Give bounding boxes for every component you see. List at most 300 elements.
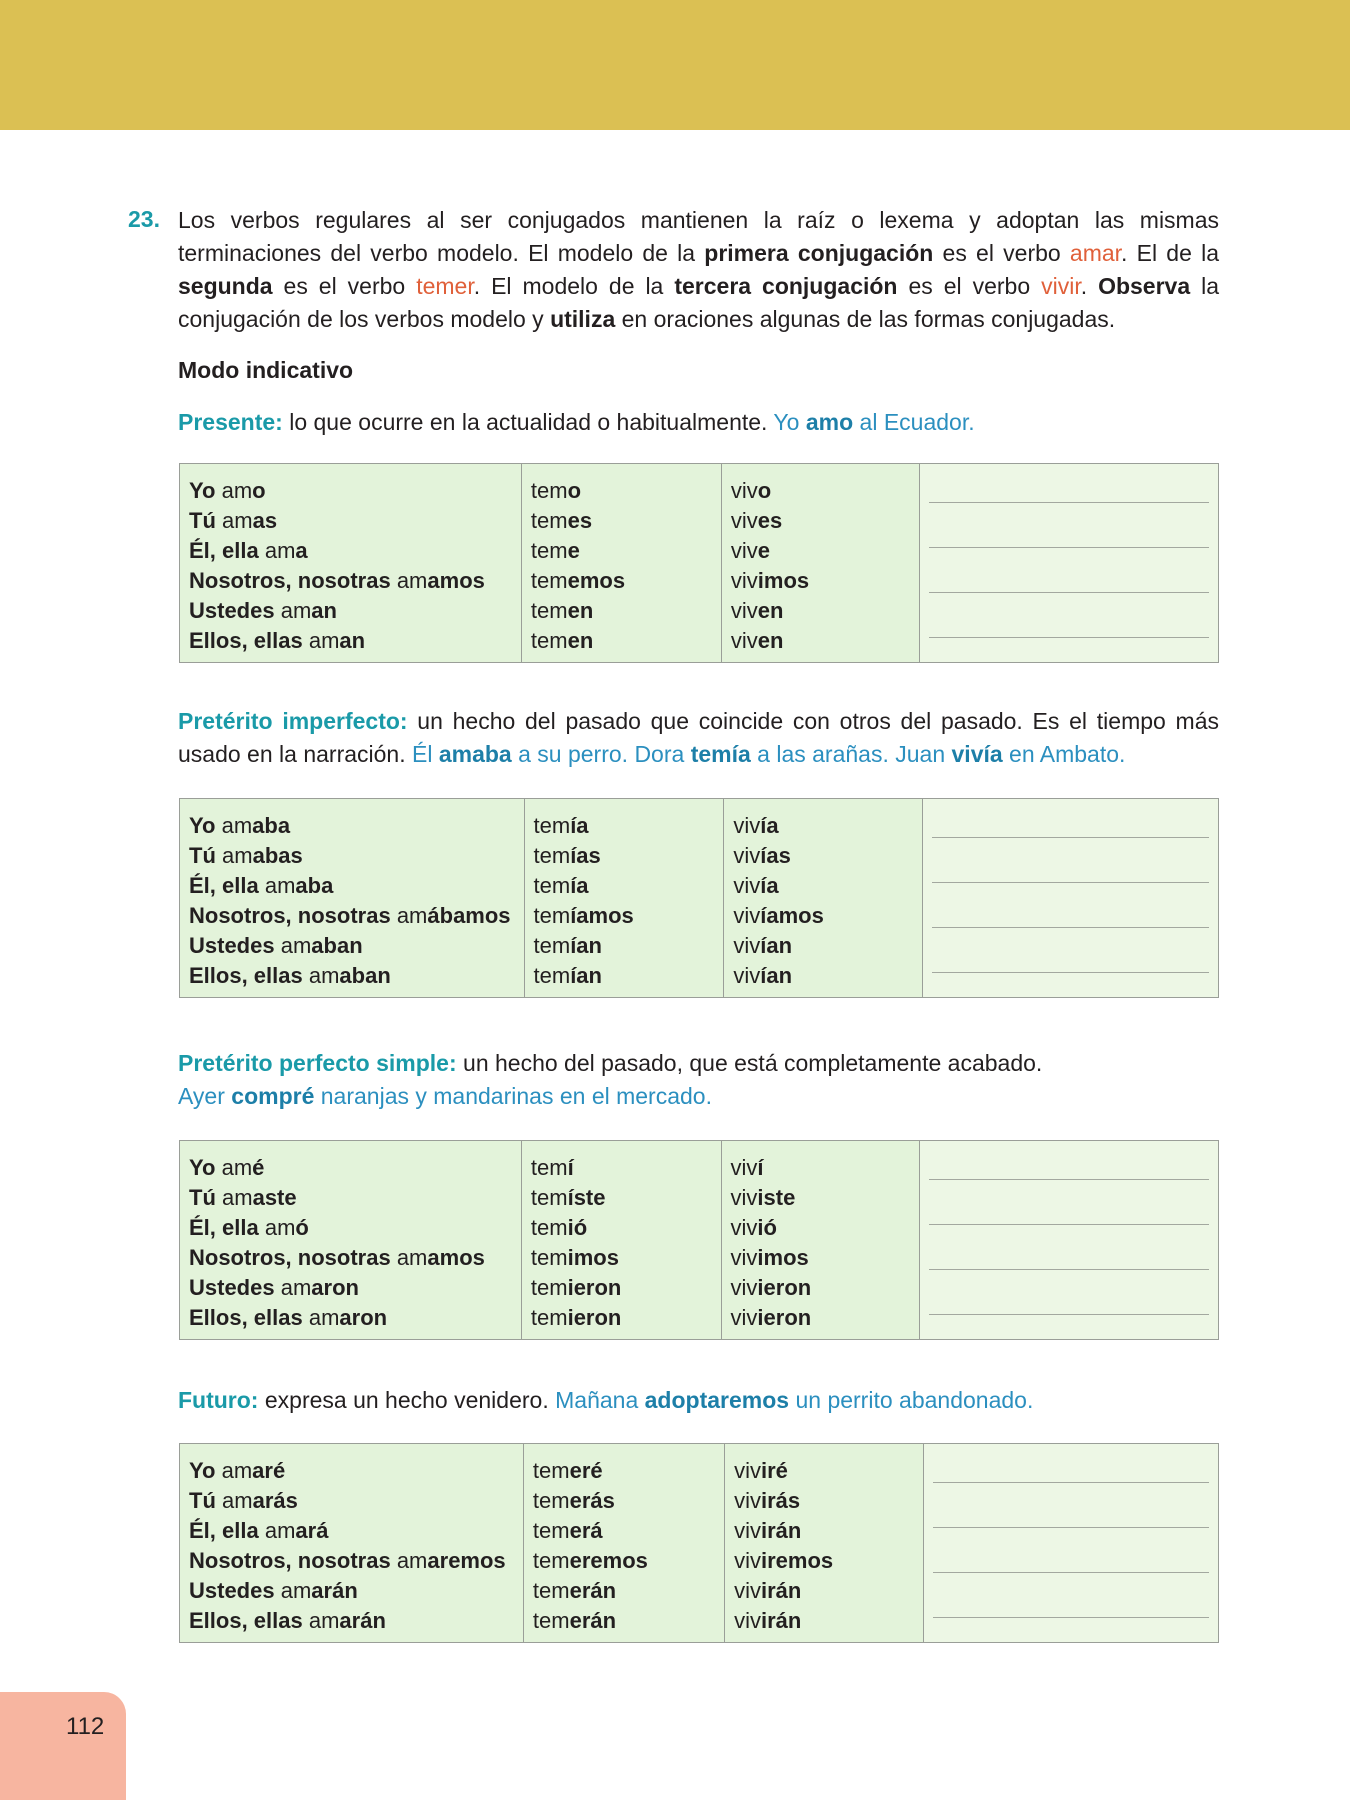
text-segment: ía [570,813,589,838]
text-segment: viv [730,1305,758,1330]
conjugation-form [189,1213,512,1243]
tense-description-preterito-perfecto-simple [178,1047,1219,1113]
text-segment: tem [533,843,571,868]
text-segment: en [757,628,784,653]
text-segment: Ellos, ellas [189,628,303,653]
text-segment: amos [427,1245,485,1270]
conjugation-form [533,1486,715,1516]
text-segment: temer [416,273,474,299]
text-segment: viv [730,598,758,623]
text-segment: irán [760,1608,802,1633]
text-segment: am [274,1578,312,1603]
text-segment: en [567,598,594,623]
text-segment: tem [532,1458,570,1483]
answer-line[interactable] [929,1314,1209,1315]
text-segment: arán [339,1608,386,1633]
text-segment: viv [730,628,758,653]
conjugation-form [734,1456,914,1486]
conjugation-form [731,506,910,536]
conjugation-form [531,476,712,506]
conjugation-form [533,1546,715,1576]
answer-line[interactable] [933,1527,1209,1528]
text-segment: . [1080,273,1099,299]
text-segment: ías [760,843,791,868]
text-segment: aré [252,1458,286,1483]
text-segment: ían [760,963,793,988]
conjugation-form [731,1153,911,1183]
column-segunda-conjugacion [523,1444,724,1643]
column-tercera-conjugacion [725,1444,924,1643]
text-segment: Nosotros, nosotras [189,1245,391,1270]
text-segment: ieron [567,1305,622,1330]
text-segment: imos [757,568,810,593]
text-segment: lo que ocurre en la actualidad o habitualmente. [282,409,774,435]
text-segment: am [215,813,253,838]
answer-area [920,1141,1219,1340]
text-segment: un hecho del pasado, que está completamente acabado. [456,1050,1043,1076]
text-segment: amar [1069,240,1122,266]
text-segment: am [302,963,340,988]
text-segment: Ustedes [189,1578,275,1603]
conjugation-form [531,1213,712,1243]
conjugation-form [189,1273,512,1303]
text-segment: am [390,1548,428,1573]
text-segment: am [274,933,312,958]
page-number: 112 [66,1713,105,1740]
conjugation-form [534,901,715,931]
text-segment: en [567,628,594,653]
exercise-instructions [178,204,1219,336]
conjugation-form [531,1303,712,1333]
text-segment: Él [412,741,439,767]
conjugation-table-futuro [179,1443,1219,1643]
conjugation-form [731,536,910,566]
text-segment: ía [570,873,589,898]
column-primera-conjugacion [180,464,522,663]
text-segment: viv [730,1185,758,1210]
text-segment: am [274,1275,312,1300]
section-subtitle: Modo indicativo [178,357,354,383]
text-segment: Pretérito imperfecto: [178,708,408,734]
text-segment: . El de la [1121,240,1220,266]
conjugation-form [189,506,512,536]
text-segment: Los verbos regulares al ser conjugados mantienen la raíz o lexema y adoptan las mismas terminaciones del verbo modelo. El modelo de la [178,207,1219,266]
text-segment: ías [570,843,601,868]
tense-description-preterito-imperfecto [178,705,1219,771]
text-segment: am [258,1518,296,1543]
column-tercera-conjugacion [721,464,919,663]
text-segment: tem [530,538,568,563]
text-segment: un hecho del pasado que coincide con otros del pasado. Es el tiempo más usado en la narración. [178,708,1219,767]
conjugation-form [189,626,512,656]
text-segment: utiliza [550,306,616,332]
conjugation-form [534,871,715,901]
text-segment: iré [760,1458,788,1483]
text-segment: Yo [189,813,216,838]
text-segment: Nosotros, nosotras [189,568,391,593]
conjugation-form [531,1183,712,1213]
conjugation-form [733,931,913,961]
text-segment: vivía [951,741,1003,767]
column-primera-conjugacion [180,1444,524,1643]
text-segment: irás [760,1488,801,1513]
text-segment: arán [311,1578,358,1603]
conjugation-form [534,931,715,961]
text-segment: la conjugación de los verbos modelo y [178,273,1220,332]
text-segment: tem [532,1518,570,1543]
conjugation-form [733,811,913,841]
text-segment: Tú [189,1488,216,1513]
text-segment: compré [231,1083,315,1109]
answer-line[interactable] [933,1572,1209,1573]
conjugation-form [189,871,515,901]
text-segment: ían [570,963,602,988]
conjugation-form [189,961,515,991]
text-segment: Yo [189,1155,216,1180]
text-segment: am [215,1185,253,1210]
conjugation-form [189,1606,514,1636]
text-segment: naranjas y mandarinas en el mercado. [314,1083,712,1109]
text-segment: as [252,508,278,533]
text-segment: aban [339,963,391,988]
conjugation-form [189,566,512,596]
conjugation-form [189,596,512,626]
text-segment: í [757,1155,764,1180]
column-primera-conjugacion [180,1141,522,1340]
answer-line[interactable] [929,1179,1209,1180]
text-segment: ieron [757,1275,812,1300]
column-tercera-conjugacion [724,799,923,998]
conjugation-form [189,1183,512,1213]
text-segment: es [757,508,783,533]
text-segment: tem [530,1305,568,1330]
text-segment: viv [734,1578,761,1603]
text-segment: Tú [189,508,216,533]
conjugation-form [731,1213,911,1243]
conjugation-form [189,1303,512,1333]
text-segment: segunda [178,273,273,299]
conjugation-form [533,1516,715,1546]
answer-line[interactable] [929,1269,1209,1270]
text-segment: Yo [773,409,806,435]
answer-area [920,464,1219,663]
text-segment: adoptaremos [644,1387,790,1413]
conjugation-form [534,961,715,991]
text-segment: an [311,598,337,623]
text-segment: e [567,538,580,563]
text-segment: tem [530,1185,568,1210]
answer-line[interactable] [933,1617,1209,1618]
text-segment: am [215,508,253,533]
conjugation-form [731,626,910,656]
text-segment: tem [532,1608,570,1633]
text-segment: tem [530,1275,568,1300]
text-segment: erá [569,1518,603,1543]
text-segment: viv [734,1548,761,1573]
text-segment: Tú [189,1185,216,1210]
conjugation-form [533,1576,715,1606]
text-segment: viv [734,1488,761,1513]
text-segment: ió [567,1215,588,1240]
text-segment: ía [760,813,779,838]
text-segment: viv [730,568,758,593]
text-segment: am [302,628,340,653]
text-segment: am [390,903,428,928]
text-segment: íamos [760,903,824,928]
text-segment: tem [533,963,571,988]
text-segment: am [215,1488,253,1513]
text-segment: an [339,628,366,653]
text-segment: Tú [189,843,216,868]
text-segment: viv [733,873,761,898]
text-segment: Ustedes [189,1275,275,1300]
text-segment: es el verbo [272,273,417,299]
conjugation-form [531,566,712,596]
text-segment: tem [533,903,571,928]
conjugation-form [733,901,913,931]
answer-line[interactable] [929,547,1209,548]
conjugation-form [733,871,913,901]
text-segment: al Ecuador. [853,409,975,435]
text-segment: viv [730,1245,758,1270]
text-segment: Pretérito perfecto simple: [178,1050,457,1076]
text-segment: o [567,478,582,503]
text-segment: viv [730,508,758,533]
conjugation-form [734,1486,914,1516]
text-segment: viv [733,903,761,928]
column-tercera-conjugacion [721,1141,920,1340]
text-segment: amo [805,409,854,435]
text-segment: Nosotros, nosotras [189,903,391,928]
text-segment: aba [295,873,334,898]
text-segment: ían [760,933,793,958]
text-segment: primera conjugación [704,240,934,266]
text-segment: Ustedes [189,933,275,958]
text-segment: es el verbo [933,240,1070,266]
conjugation-form [189,811,515,841]
text-segment: tem [530,1155,568,1180]
text-segment: ió [757,1215,777,1240]
answer-line[interactable] [932,927,1209,928]
text-segment: Presente: [178,409,283,435]
text-segment: tem [532,1578,570,1603]
answer-line[interactable] [929,592,1209,593]
text-segment: Ellos, ellas [189,963,303,988]
text-segment: tem [533,873,571,898]
answer-line[interactable] [929,637,1209,638]
answer-area [923,799,1219,998]
text-segment: tem [533,933,571,958]
column-primera-conjugacion [180,799,525,998]
text-segment: Ustedes [189,598,275,623]
conjugation-form [533,1456,715,1486]
text-segment: aste [252,1185,297,1210]
text-segment: viv [730,478,758,503]
conjugation-form [189,1456,514,1486]
text-segment: Yo [189,478,216,503]
conjugation-form [733,841,913,871]
conjugation-form [534,811,715,841]
text-segment: viv [730,1275,758,1300]
text-segment: en oraciones algunas de las formas conjugadas. [615,306,1116,332]
conjugation-table-presente [179,463,1219,663]
conjugation-form [189,931,515,961]
text-segment: am [302,1305,340,1330]
text-segment: viv [734,1608,761,1633]
text-segment: am [258,538,296,563]
conjugation-form [534,841,715,871]
text-segment: ieron [567,1275,622,1300]
text-segment: eremos [569,1548,648,1573]
text-segment: tem [530,598,568,623]
text-segment: a [295,538,308,563]
text-segment: viv [730,1155,758,1180]
text-segment: erán [569,1578,617,1603]
answer-line[interactable] [933,1482,1209,1483]
answer-line[interactable] [929,502,1209,503]
text-segment: viv [733,813,761,838]
text-segment: ían [570,933,602,958]
conjugation-form [189,476,512,506]
text-segment: viv [733,843,761,868]
text-segment: es el verbo [897,273,1042,299]
conjugation-form [731,476,910,506]
conjugation-form [531,596,712,626]
conjugation-form [731,566,910,596]
conjugation-table-preterito-imperfecto [179,798,1219,998]
text-segment: en [757,598,784,623]
text-segment: Ellos, ellas [189,1608,303,1633]
text-segment: viv [733,933,761,958]
conjugation-form [731,1243,911,1273]
text-segment: es [567,508,593,533]
text-segment: íamos [570,903,634,928]
conjugation-form [731,1183,911,1213]
column-segunda-conjugacion [521,1141,721,1340]
text-segment: Él, ella [189,1518,259,1543]
text-segment: irán [760,1518,802,1543]
text-segment: expresa un hecho venidero. [258,1387,556,1413]
text-segment: iste [757,1185,796,1210]
text-segment: erán [569,1608,617,1633]
text-segment: iremos [760,1548,834,1573]
text-segment: a las arañas. Juan [750,741,952,767]
text-segment: amos [427,568,485,593]
answer-line[interactable] [932,972,1209,973]
exercise-number: 23. [128,206,160,232]
text-segment: erás [569,1488,615,1513]
text-segment: íste [567,1185,606,1210]
conjugation-form [731,1273,911,1303]
answer-line[interactable] [929,1224,1209,1225]
text-segment: am [258,873,296,898]
conjugation-form [733,961,913,991]
conjugation-form [531,1273,712,1303]
tense-description-presente [178,406,1219,439]
conjugation-form [531,626,712,656]
text-segment: imos [567,1245,619,1270]
text-segment: imos [757,1245,809,1270]
text-segment: Nosotros, nosotras [189,1548,391,1573]
text-segment: tem [530,568,568,593]
column-segunda-conjugacion [521,464,721,663]
text-segment: ará [295,1518,329,1543]
text-segment: tem [532,1488,570,1513]
header-band [0,0,1350,130]
text-segment: Observa [1098,273,1191,299]
text-segment: Él, ella [189,873,259,898]
conjugation-form [189,1546,514,1576]
text-segment: tem [533,813,571,838]
conjugation-form [734,1606,914,1636]
text-segment: Futuro: [178,1387,259,1413]
conjugation-form [189,1486,514,1516]
conjugation-form [531,536,712,566]
tense-description-futuro [178,1384,1219,1417]
conjugation-form [531,506,712,536]
conjugation-form [533,1606,715,1636]
text-segment: viv [734,1518,761,1543]
text-segment: am [215,1155,253,1180]
conjugation-form [731,1303,911,1333]
text-segment: é [252,1155,265,1180]
text-segment: arás [252,1488,298,1513]
conjugation-form [189,901,515,931]
conjugation-form [734,1546,914,1576]
conjugation-form [189,1576,514,1606]
text-segment: am [302,1608,340,1633]
text-segment: tem [530,508,568,533]
answer-line[interactable] [932,837,1209,838]
text-segment: Yo [189,1458,216,1483]
text-segment: o [757,478,772,503]
text-segment: irán [760,1578,802,1603]
text-segment: Ellos, ellas [189,1305,303,1330]
text-segment: ieron [757,1305,812,1330]
text-segment: un perrito abandonado. [789,1387,1034,1413]
text-segment: aremos [427,1548,506,1573]
conjugation-form [189,1243,512,1273]
text-segment: temía [690,741,751,767]
text-segment: Ayer [178,1083,232,1109]
text-segment: emos [567,568,626,593]
conjugation-form [189,1516,514,1546]
conjugation-form [189,841,515,871]
text-segment: am [215,478,253,503]
text-segment: eré [569,1458,603,1483]
conjugation-form [531,1243,712,1273]
text-segment: am [274,598,312,623]
text-segment: aron [339,1305,388,1330]
text-segment: Él, ella [189,538,259,563]
text-segment: Él, ella [189,1215,259,1240]
text-segment: am [215,1458,253,1483]
text-segment: tem [532,1548,570,1573]
text-segment: ábamos [427,903,511,928]
text-segment: viv [730,538,758,563]
answer-area [924,1444,1219,1643]
conjugation-form [734,1576,914,1606]
text-segment: tem [530,628,568,653]
text-segment: am [215,843,253,868]
text-segment: aron [311,1275,359,1300]
text-segment: viv [733,963,761,988]
answer-line[interactable] [932,882,1209,883]
conjugation-form [531,1153,712,1183]
text-segment: viv [734,1458,761,1483]
text-segment: tem [530,478,568,503]
conjugation-form [734,1516,914,1546]
